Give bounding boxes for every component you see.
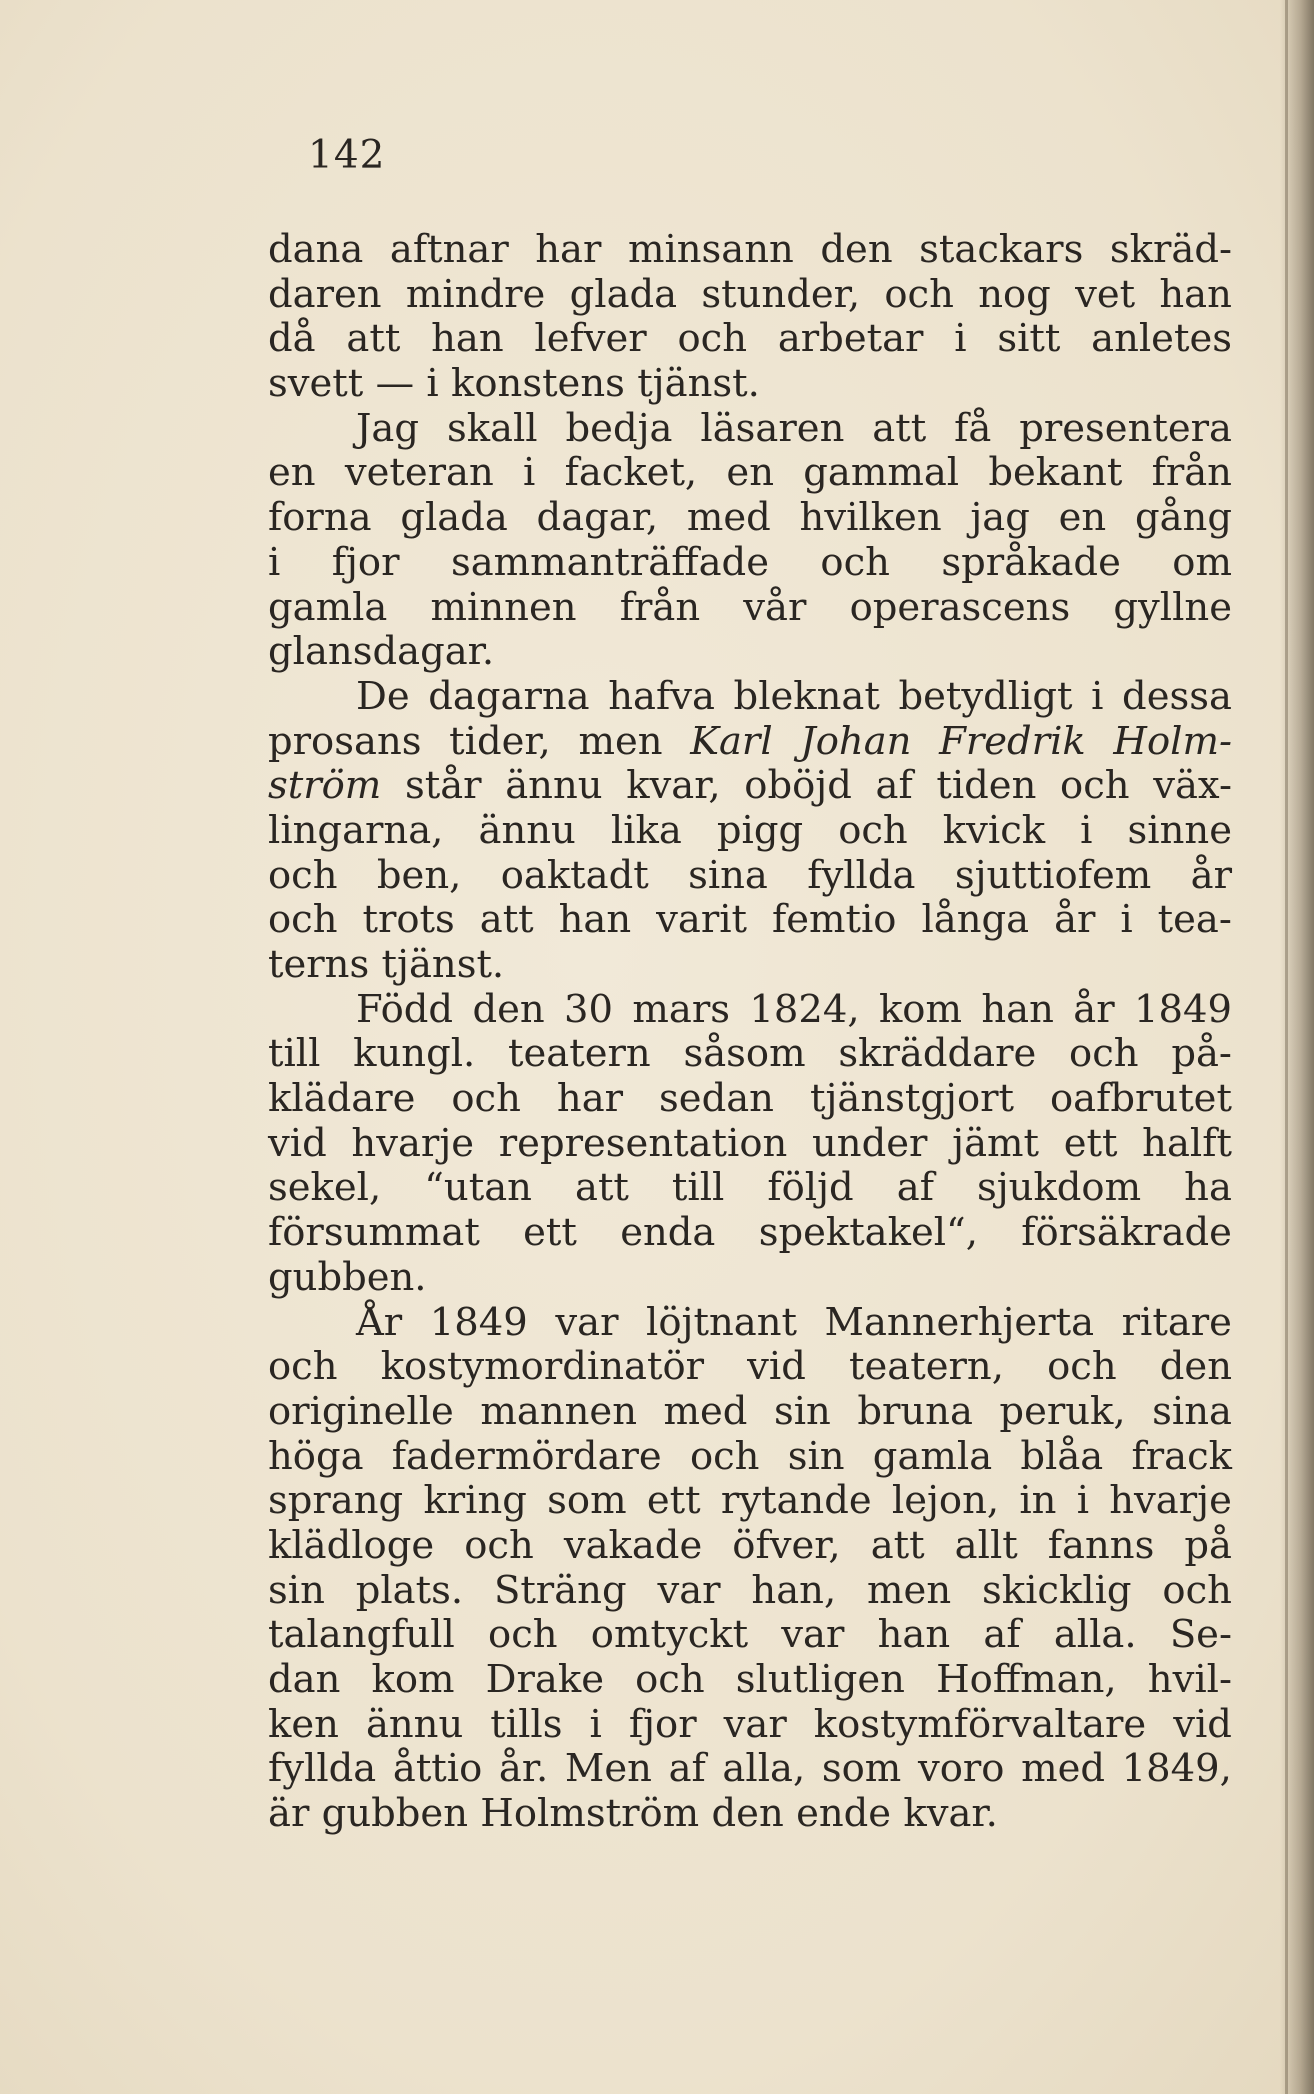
word: långa — [921, 897, 1030, 943]
word: fyllda — [807, 852, 916, 898]
word: mars — [632, 986, 731, 1032]
word: kom — [878, 986, 962, 1032]
word: originelle — [268, 1388, 454, 1434]
word: ännu — [505, 763, 603, 809]
word: till — [268, 1031, 321, 1077]
word: kring — [423, 1478, 527, 1524]
word: hvilken — [799, 495, 942, 541]
word: dana — [268, 227, 364, 272]
word: sina — [688, 852, 768, 898]
text-line — [268, 675, 1232, 720]
word: då — [268, 316, 316, 362]
word: skräddare — [838, 1031, 1037, 1077]
word: peruk, — [999, 1388, 1126, 1434]
word: lingarna, — [268, 807, 444, 853]
word: tider, — [449, 718, 551, 764]
word: dagar, — [536, 495, 659, 541]
word: att — [346, 316, 401, 362]
word: stunder, — [701, 271, 861, 317]
text-line — [268, 451, 1232, 496]
word: men — [867, 1567, 952, 1613]
word: kom — [371, 1657, 455, 1702]
word: Se- — [1169, 1612, 1232, 1658]
word: fjor — [628, 1701, 697, 1747]
word: vet — [1075, 271, 1136, 317]
word: presentera — [1019, 405, 1232, 451]
word: väx- — [1153, 763, 1232, 809]
word: är — [268, 1791, 310, 1837]
text-line — [268, 362, 1232, 407]
word: veteran — [344, 450, 494, 496]
word: har — [535, 227, 602, 272]
text-line — [268, 943, 1232, 988]
word: med — [1021, 1746, 1106, 1792]
word: ström — [268, 763, 382, 809]
word: gubben — [321, 1791, 468, 1837]
text-line — [268, 1703, 1232, 1748]
word: sin — [773, 1388, 831, 1434]
word: var — [657, 1567, 721, 1613]
word: Holm- — [1113, 718, 1232, 764]
word: att — [479, 897, 534, 943]
word: med — [663, 1388, 748, 1434]
word: varit — [656, 897, 748, 943]
text-line — [268, 1166, 1232, 1211]
word: och — [1162, 1567, 1232, 1613]
text-line — [268, 720, 1232, 765]
word: ken — [268, 1701, 339, 1747]
word: kostymförvaltare — [813, 1701, 1147, 1747]
word: kvick — [942, 807, 1046, 853]
word: femtio — [771, 897, 897, 943]
word: läsaren — [700, 405, 845, 451]
word: vid — [747, 1344, 806, 1390]
word: och — [1047, 1344, 1117, 1390]
word: fyllda — [268, 1746, 377, 1792]
word: gång — [1134, 495, 1232, 541]
word: år — [1073, 986, 1115, 1032]
word: af — [983, 1612, 1021, 1658]
word: spektakel“, — [758, 1210, 978, 1256]
word: mindre — [405, 271, 546, 317]
word: bruna — [857, 1388, 973, 1434]
word: sprang — [268, 1478, 404, 1524]
word: Karl — [690, 718, 773, 764]
body-text — [268, 228, 1232, 1837]
word: bleknat — [733, 673, 880, 719]
word: han — [877, 1612, 951, 1658]
word: från — [1151, 450, 1232, 496]
word: tills — [490, 1701, 563, 1747]
word: omtyckt — [590, 1612, 749, 1658]
word: men — [578, 718, 663, 764]
word: han — [981, 986, 1054, 1032]
text-line — [268, 809, 1232, 854]
word: nog — [978, 271, 1051, 317]
word: vid — [1173, 1701, 1232, 1747]
word: tjänstgjort — [809, 1076, 1014, 1122]
word: på- — [1171, 1031, 1232, 1077]
word: År — [356, 1299, 403, 1345]
word: hvarje — [1109, 1478, 1232, 1524]
text-line — [268, 541, 1232, 586]
word: på — [1184, 1522, 1232, 1568]
word: bedja — [565, 405, 673, 451]
word: teatern, — [849, 1344, 1004, 1390]
word: in — [1019, 1478, 1057, 1524]
word: en — [1058, 495, 1107, 541]
word: sjuttiofem — [954, 852, 1152, 898]
word: vakade — [563, 1522, 703, 1568]
word: halft — [1142, 1120, 1232, 1166]
word: gamla — [872, 1433, 993, 1479]
word: har — [556, 1076, 624, 1122]
word: De — [356, 673, 410, 719]
word: och — [635, 1657, 705, 1702]
word: af — [896, 1165, 934, 1211]
word: allt — [954, 1522, 1018, 1568]
word: af — [875, 763, 913, 809]
word: Holmström — [480, 1791, 700, 1837]
word: var — [555, 1299, 619, 1345]
word: 1849, — [1121, 1746, 1232, 1792]
word: minsann — [627, 227, 794, 272]
word: talangfull — [268, 1612, 455, 1658]
word: oaktadt — [500, 852, 649, 898]
word: står — [404, 763, 482, 809]
word: alla, — [722, 1746, 806, 1792]
word: plats. — [355, 1567, 464, 1613]
word: en — [268, 450, 316, 496]
text-line — [268, 898, 1232, 943]
word: år. — [498, 1746, 549, 1792]
word: ett — [1063, 1120, 1118, 1166]
word: försäkrade — [1021, 1210, 1232, 1256]
text-line — [268, 273, 1232, 318]
word: gamla — [268, 584, 388, 630]
word: dessa — [1122, 673, 1232, 719]
word: tjänst. — [381, 942, 505, 987]
word: sjukdom — [976, 1165, 1142, 1211]
word: vår — [743, 584, 807, 630]
word: ritare — [1121, 1299, 1232, 1345]
word: 1849 — [1133, 986, 1232, 1032]
word: i — [268, 539, 281, 585]
word: 30 — [564, 986, 614, 1032]
word: ännu — [365, 1701, 464, 1747]
text-line — [268, 228, 1232, 273]
word: den — [711, 1791, 784, 1837]
word: åttio — [392, 1746, 483, 1792]
word: att — [574, 1165, 629, 1211]
word: Sträng — [493, 1567, 627, 1613]
word: blåa — [1020, 1433, 1104, 1479]
word: skräd- — [1109, 227, 1232, 272]
text-line — [268, 1256, 1232, 1301]
word: den — [1159, 1344, 1232, 1390]
word: oafbrutet — [1049, 1076, 1232, 1122]
word: ha — [1184, 1165, 1232, 1211]
text-line — [268, 630, 1232, 675]
text-line — [268, 854, 1232, 899]
word: — — [375, 361, 415, 407]
word: och — [1060, 763, 1130, 809]
word: skicklig — [981, 1567, 1132, 1613]
word: forna — [268, 495, 372, 541]
word: följd — [767, 1165, 854, 1211]
word: i — [1091, 673, 1104, 719]
word: enda — [620, 1210, 716, 1256]
word: stackars — [919, 227, 1084, 272]
word: år — [1054, 897, 1096, 943]
word: var — [781, 1612, 845, 1658]
word: med — [686, 495, 771, 541]
word: i — [1120, 897, 1133, 943]
word: han, — [751, 1567, 837, 1613]
text-line — [268, 1658, 1232, 1703]
word: och — [268, 1344, 338, 1390]
text-line — [268, 1479, 1232, 1524]
text-line — [268, 1569, 1232, 1614]
word: 1849 — [429, 1299, 528, 1345]
text-line — [268, 1613, 1232, 1658]
word: arbetar — [777, 316, 924, 362]
word: Drake — [485, 1657, 604, 1702]
word: under — [812, 1120, 928, 1166]
word: sinne — [1127, 807, 1232, 853]
word: i — [954, 316, 967, 362]
word: ben, — [376, 852, 462, 898]
word: ännu — [478, 807, 576, 853]
text-line — [268, 1435, 1232, 1480]
word: aftnar — [389, 227, 509, 272]
word: svett — [268, 361, 364, 407]
text-line — [268, 1390, 1232, 1435]
word: han — [1159, 271, 1232, 317]
word: Johan — [800, 718, 912, 764]
word: klädare — [268, 1076, 416, 1122]
word: kvar. — [903, 1791, 998, 1837]
word: om — [1172, 539, 1232, 585]
word: och — [838, 807, 908, 853]
word: tjänst. — [637, 361, 760, 407]
word: i — [589, 1701, 602, 1747]
word: och — [884, 271, 954, 317]
word: tea- — [1157, 897, 1232, 943]
word: fadermördare — [391, 1433, 662, 1479]
word: glada — [569, 271, 678, 317]
word: gyllne — [1113, 584, 1232, 630]
word: facket, — [564, 450, 698, 496]
word: bekant — [988, 450, 1123, 496]
text-line — [268, 586, 1232, 631]
word: lefver — [534, 316, 647, 362]
page-number: 142 — [308, 133, 386, 178]
word: att — [872, 405, 927, 451]
word: var — [723, 1701, 787, 1747]
word: daren — [268, 271, 382, 317]
text-line — [268, 496, 1232, 541]
word: alla. — [1053, 1612, 1137, 1658]
text-line — [268, 988, 1232, 1033]
word: glada — [400, 495, 508, 541]
text-line — [268, 1524, 1232, 1569]
word: klädloge — [268, 1522, 435, 1568]
word: år — [1190, 852, 1232, 898]
word: som — [821, 1746, 902, 1792]
word: och — [677, 316, 748, 362]
text-line — [268, 1747, 1232, 1792]
word: vid — [268, 1120, 327, 1166]
page-edge-line — [1285, 0, 1288, 2094]
word: från — [619, 584, 701, 630]
text-line — [268, 1122, 1232, 1167]
word: Mannerhjerta — [824, 1299, 1095, 1345]
word: den — [472, 986, 545, 1032]
word: lejon, — [891, 1478, 1000, 1524]
word: jämt — [952, 1120, 1040, 1166]
text-line — [268, 407, 1232, 452]
word: öfver, — [732, 1522, 841, 1568]
word: Fredrik — [939, 718, 1086, 764]
word: sammanträffade — [450, 539, 769, 585]
word: gubben. — [268, 1254, 427, 1300]
word: såsom — [683, 1031, 806, 1077]
word: dan — [268, 1657, 341, 1702]
word: och — [689, 1433, 760, 1479]
word: sekel, — [268, 1165, 382, 1211]
text-line — [268, 1032, 1232, 1077]
word: slutligen — [735, 1657, 905, 1702]
word: han — [558, 897, 632, 943]
word: pigg — [716, 807, 804, 853]
word: teatern — [508, 1031, 651, 1077]
word: kungl. — [353, 1031, 476, 1077]
word: sin — [268, 1567, 325, 1613]
word: Jag — [356, 405, 420, 451]
word: få — [954, 405, 992, 451]
word: terns — [268, 942, 370, 987]
word: höga — [268, 1433, 364, 1479]
word: dagarna — [428, 673, 590, 719]
word: Hoffman, — [936, 1657, 1117, 1702]
word: han — [431, 316, 504, 362]
word: af — [668, 1746, 706, 1792]
word: ende — [796, 1791, 892, 1837]
word: “utan — [424, 1165, 532, 1211]
word: sin — [787, 1433, 845, 1479]
word: 1824, — [749, 986, 860, 1032]
word: sitt — [997, 316, 1061, 362]
word: sedan — [659, 1076, 774, 1122]
word: i — [426, 361, 439, 407]
word: prosans — [268, 718, 422, 764]
word: skall — [446, 405, 538, 451]
word: tiden — [936, 763, 1037, 809]
word: minnen — [430, 584, 577, 630]
word: som — [547, 1478, 627, 1524]
word: i — [1080, 807, 1093, 853]
word: anletes — [1091, 316, 1232, 362]
word: sina — [1152, 1388, 1232, 1434]
word: och — [464, 1522, 534, 1568]
text-line — [268, 1211, 1232, 1256]
word: operascens — [849, 584, 1071, 630]
word: hvarje — [351, 1120, 475, 1166]
text-line — [268, 1301, 1232, 1346]
word: rytande — [720, 1478, 872, 1524]
word: hvil- — [1147, 1657, 1232, 1702]
word: språkade — [941, 539, 1121, 585]
text-line — [268, 1077, 1232, 1122]
word: och — [451, 1076, 521, 1122]
word: oböjd — [744, 763, 852, 809]
word: och — [488, 1612, 558, 1658]
word: Men — [564, 1746, 652, 1792]
word: kvar, — [626, 763, 721, 809]
word: jag — [970, 495, 1030, 541]
word: voro — [917, 1746, 1005, 1792]
word: mannen — [480, 1388, 637, 1434]
word: och — [268, 852, 338, 898]
word: löjtnant — [646, 1299, 797, 1345]
word: i — [1076, 1478, 1090, 1524]
word: frack — [1131, 1433, 1232, 1479]
text-line — [268, 1345, 1232, 1390]
text-line — [268, 1792, 1232, 1837]
word: betydligt — [898, 673, 1073, 719]
word: och — [820, 539, 890, 585]
word: den — [820, 227, 893, 272]
word: Född — [356, 986, 454, 1032]
word: konstens — [451, 361, 625, 407]
word: fjor — [331, 539, 400, 585]
word: till — [671, 1165, 725, 1211]
word: i — [523, 450, 536, 496]
word: glansdagar. — [268, 629, 495, 675]
word: hafva — [608, 673, 715, 719]
text-line — [268, 764, 1232, 809]
word: ett — [523, 1210, 577, 1256]
text-line — [268, 317, 1232, 362]
word: och — [1069, 1031, 1139, 1077]
word: lika — [610, 807, 682, 853]
word: och — [268, 897, 338, 943]
word: försummat — [268, 1210, 480, 1256]
word: representation — [498, 1120, 788, 1166]
word: fanns — [1047, 1522, 1155, 1568]
word: kostymordinatör — [380, 1344, 705, 1390]
word: ett — [646, 1478, 701, 1524]
word: att — [870, 1522, 925, 1568]
word: trots — [362, 897, 455, 943]
word: gammal — [803, 450, 960, 496]
word: en — [726, 450, 774, 496]
